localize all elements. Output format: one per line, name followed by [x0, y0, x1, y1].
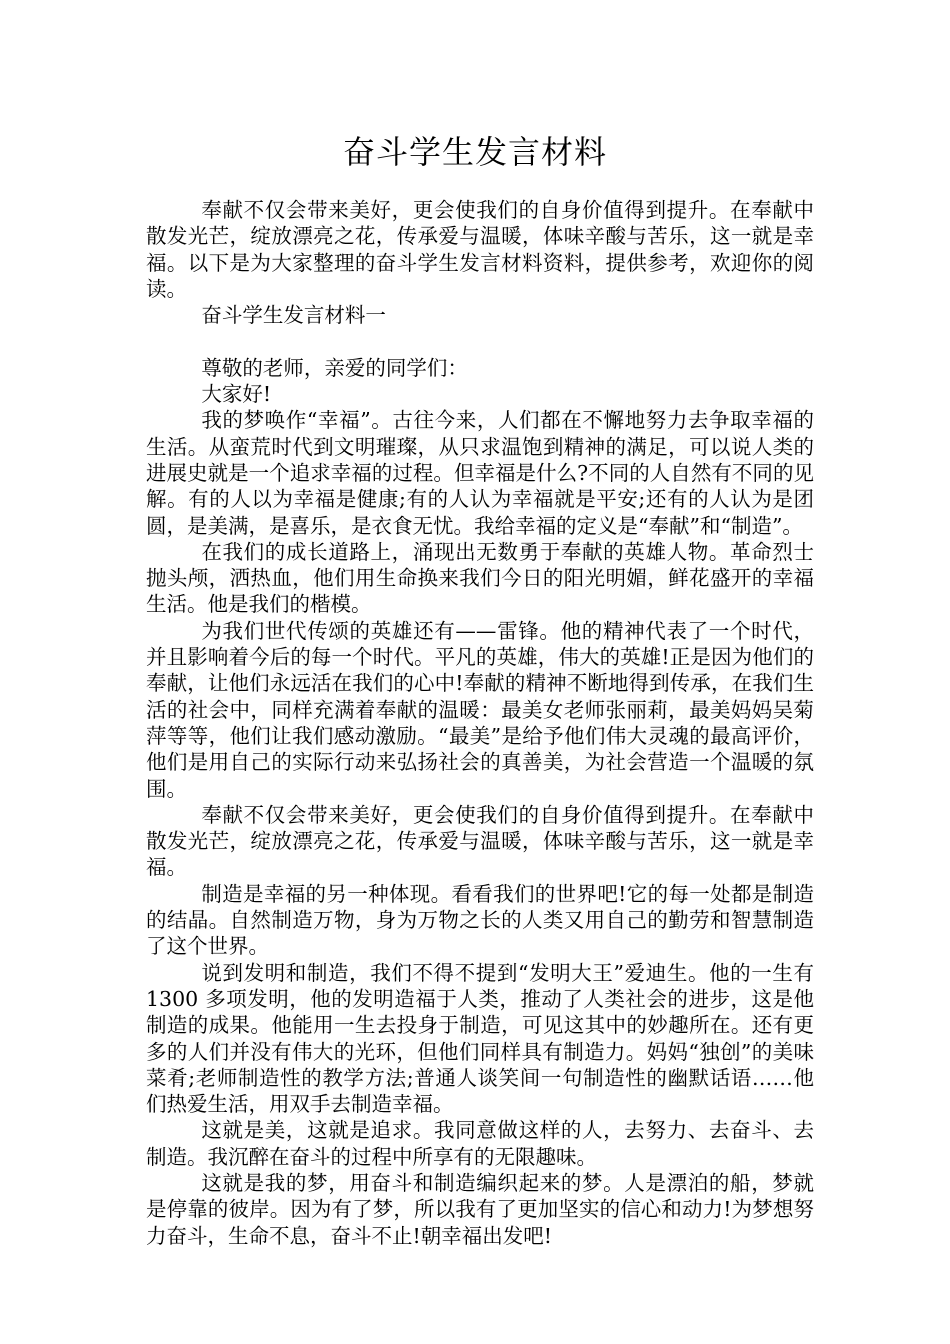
paragraph-body: 我的梦唤作“幸福”。古往今来，人们都在不懈地努力去争取幸福的生活。从蛮荒时代到文明璀璨，从只求温饱到精神的满足，可以说人类的进展史就是一个追求幸福的过程。但幸福是什么?不同的人自然有不同的见解。有的人以为幸福是健康;有的人认为幸福就是平安;还有的人认为是团圆，是美满，是喜乐，是衣食无忧。我给幸福的定义是“奉献”和“制造”。 — [146, 408, 814, 538]
blank-line — [146, 328, 814, 354]
paragraph-body: 制造是幸福的另一种体现。看看我们的世界吧!它的每一处都是制造的结晶。自然制造万物，身为万物之长的人类又用自己的勤劳和智慧制造了这个世界。 — [146, 881, 814, 959]
paragraph-body: 为我们世代传颂的英雄还有——雷锋。他的精神代表了一个时代，并且影响着今后的每一个时代。平凡的英雄，伟大的英雄!正是因为他们的奉献，让他们永远活在我们的心中!奉献的精神不断地得到传承，在我们生活的社会中，同样充满着奉献的温暖：最美女老师张丽莉，最美妈妈吴菊萍等等，他们让我们感动激励。“最美”是给予他们伟大灵魂的最高评价，他们是用自己的实际行动来弘扬社会的真善美，为社会营造一个温暖的氛围。 — [146, 618, 814, 801]
paragraph-body: 这就是美，这就是追求。我同意做这样的人，去努力、去奋斗、去制造。我沉醉在奋斗的过程中所享有的无限趣味。 — [146, 1118, 814, 1169]
document-title: 奋斗学生发言材料 — [342, 133, 607, 171]
document-body — [146, 197, 814, 1249]
paragraph-intro: 奉献不仅会带来美好，更会使我们的自身价值得到提升。在奉献中散发光芒，绽放漂亮之花，传承爱与温暖，体味辛酸与苦乐，这一就是幸福。以下是为大家整理的奋斗学生发言材料资料，提供参考，欢迎你的阅读。 — [146, 198, 814, 301]
paragraph-section-heading: 奋斗学生发言材料一 — [201, 303, 386, 328]
paragraph-body: 在我们的成长道路上，涌现出无数勇于奉献的英雄人物。革命烈士抛头颅，洒热血，他们用生命换来我们今日的阳光明媚，鲜花盛开的幸福生活。他是我们的楷模。 — [146, 539, 814, 617]
paragraph-closing: 这就是我的梦，用奋斗和制造编织起来的梦。人是漂泊的船，梦就是停靠的彼岸。因为有了梦，所以我有了更加坚实的信心和动力!为梦想努力奋斗，生命不息，奋斗不止!朝幸福出发吧! — [146, 1170, 814, 1248]
paragraph-greeting: 大家好! — [201, 382, 272, 407]
paragraph-body: 奉献不仅会带来美好，更会使我们的自身价值得到提升。在奉献中散发光芒，绽放漂亮之花，传承爱与温暖，体味辛酸与苦乐，这一就是幸福。 — [146, 802, 814, 880]
paragraph-body: 说到发明和制造，我们不得不提到“发明大王”爱迪生。他的一生有 1300 多项发明，他的发明造福于人类，推动了人类社会的进步，这是他制造的成果。他能用一生去投身于制造，可见这其中的妙趣所在。还有更多的人们并没有伟大的光环，但他们同样具有制造力。妈妈“独创”的美味菜肴;老师制造性的教学方法;普通人谈笑间一句制造性的幽默话语……他们热爱生活，用双手去制造幸福。 — [146, 960, 814, 1117]
paragraph-salutation: 尊敬的老师，亲爱的同学们： — [201, 355, 468, 380]
